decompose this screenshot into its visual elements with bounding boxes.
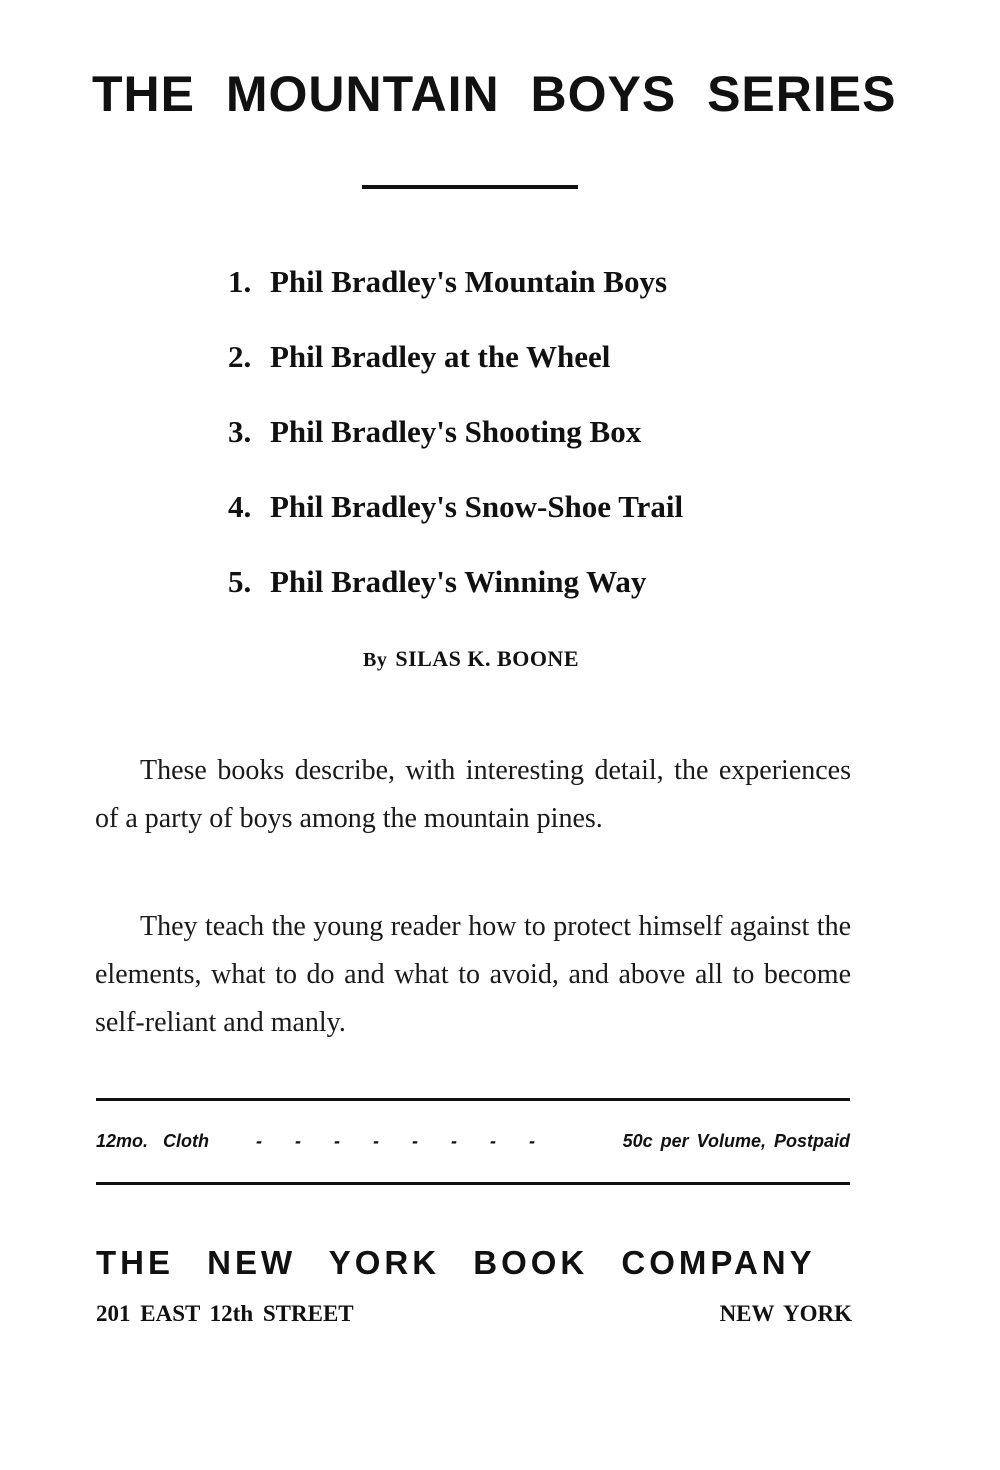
price-bottom-rule: [96, 1182, 850, 1185]
publisher-name: THE NEW YORK BOOK COMPANY: [96, 1244, 816, 1281]
book-title: Phil Bradley's Winning Way: [270, 564, 647, 599]
book-title: Phil Bradley at the Wheel: [270, 339, 611, 374]
series-title: THE MOUNTAIN BOYS SERIES: [92, 66, 897, 122]
publisher-street: 201 EAST 12th STREET: [96, 1301, 354, 1326]
book-item-4: [228, 483, 848, 558]
book-title: Phil Bradley's Mountain Boys: [270, 264, 668, 299]
publisher-city: NEW YORK: [719, 1301, 852, 1326]
book-item-3: [228, 408, 848, 483]
title-divider: [362, 185, 578, 189]
book-number: 5.: [228, 564, 252, 599]
publisher-address-row: [96, 1297, 852, 1331]
book-list: [228, 258, 848, 633]
price-top-rule: [96, 1098, 850, 1101]
author-line: [0, 646, 942, 672]
book-number: 2.: [228, 339, 252, 374]
book-item-2: [228, 333, 848, 408]
book-number: 3.: [228, 414, 252, 449]
price-row: [96, 1126, 850, 1156]
book-title: Phil Bradley's Shooting Box: [270, 414, 642, 449]
description-paragraph-1: These books describe, with interesting detail, the experiences of a party of boys among the mountain pines.: [95, 755, 851, 834]
book-title: Phil Bradley's Snow-Shoe Trail: [270, 489, 684, 524]
description-paragraph-2: They teach the young reader how to protect himself against the elements, what to do and what to avoid, and above all to become self-reliant and manly.: [95, 911, 851, 1038]
leader-dots: - - - - - - - -: [256, 1131, 549, 1151]
author-prefix: By: [362, 649, 388, 671]
book-item-1: [228, 258, 848, 333]
book-price: 50c per Volume, Postpaid: [622, 1131, 850, 1151]
author-name: SILAS K. BOONE: [395, 646, 579, 671]
book-number: 1.: [228, 264, 252, 299]
book-number: 4.: [228, 489, 252, 524]
book-format: 12mo. Cloth: [96, 1131, 210, 1151]
book-item-5: [228, 558, 848, 633]
